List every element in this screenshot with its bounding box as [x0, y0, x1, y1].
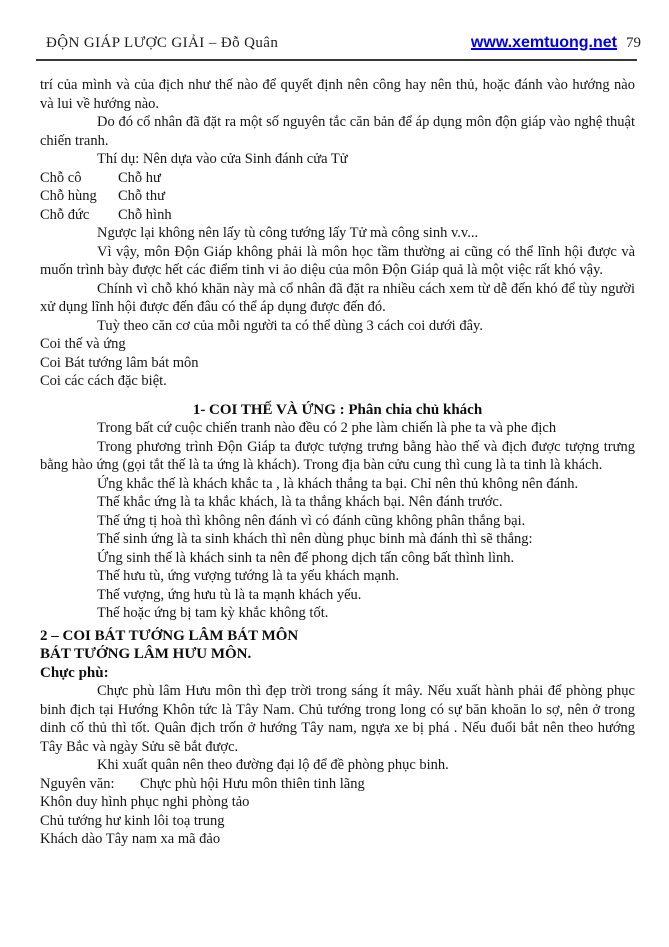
pair-right-cell: Chỗ hư	[118, 169, 161, 186]
paragraph-principles: Do đó cổ nhân đã đặt ra một số nguyên tắc căn bản để áp dụng môn độn giáp vào nghệ thuật chiến tranh.	[40, 114, 635, 149]
pair-right-cell: Chỗ hình	[118, 206, 172, 223]
rule-line: Thế ứng tị hoà thì không nên đánh vì có đánh cũng không phân thắng bại.	[97, 512, 526, 529]
pair-row	[40, 206, 635, 225]
method-item: Coi thế và ứng	[40, 336, 126, 352]
section2-heading-line1: 2 – COI BÁT TƯỚNG LÂM BÁT MÔN	[40, 627, 299, 644]
document-body	[0, 61, 669, 849]
rule-line: Ứng khắc thế là khách khắc ta , là khách thắng ta bại. Chỉ nên thủ không nên đánh.	[97, 475, 579, 492]
pair-row	[40, 187, 635, 206]
nguyen-van-label: Nguyên văn:	[40, 775, 115, 792]
header-right-group	[471, 34, 641, 52]
paragraph-ancients: Chính vì chỗ khó khăn này mà cổ nhân đã đặt ra nhiều cách xem từ dễ đến khó để tùy người xử dụng lĩnh hội được đến đâu có thể áp dụng được đến đó.	[40, 280, 635, 315]
section2-paragraph-1: Chực phù lâm Hưu môn thì đẹp trời trong sáng ít mây. Nếu xuất hành phải để phòng phục binh địch tại Hướng Khôn tức là Tây Nam. Chủ tướng trong long có sự băn khoăn lo sợ, nên ở trong dinh cố thủ thì tốt. Quân địch trốn ở hướng Tây nam, ngựa xe bị phá . Nếu đuổi bắt nên theo hướng Tây Bắc và ngày Sửu sẽ bắt được.	[40, 683, 635, 755]
paragraph-difficulty: Vì vậy, môn Độn Giáp không phải là môn học tầm thường ai cũng có thể lĩnh hội được và muốn trình bày được hết các điểm tinh vi ảo diệu của môn Độn Giáp quả là một việc rất khó vậy.	[40, 243, 635, 278]
pair-left-cell: Chỗ đức	[40, 206, 90, 223]
paragraph-continuation: trí của mình và của địch như thế nào để quyết định nên công hay nên thủ, hoặc đánh vào hướng nào và lui về hướng nào.	[40, 77, 635, 112]
poem-line: Chủ tướng hư kinh lôi toạ trung	[40, 812, 225, 829]
poem-line: Khách dào Tây nam xa mã đảo	[40, 831, 221, 847]
nguyen-van-row	[40, 775, 635, 794]
rule-line: Ứng sinh thế là khách sinh ta nên để phong dịch tấn công bất thình lình.	[97, 549, 515, 566]
rule-line: Thế hoặc ứng bị tam kỳ khắc không tốt.	[97, 605, 329, 621]
rule-line: Thế sinh ứng là ta sinh khách thì nên dùng phục binh mà đánh thì sẽ thắng:	[97, 531, 533, 547]
pair-right-cell: Chỗ thư	[118, 188, 165, 204]
website-link[interactable]: www.xemtuong.net	[470, 34, 617, 51]
paragraph-reverse-note: Ngược lại không nên lấy tù công tướng lấy Tử mà công sinh v.v...	[97, 225, 479, 241]
page-header	[0, 0, 669, 52]
page-number: 79	[626, 35, 641, 51]
section2-heading-line2: BÁT TƯỚNG LÂM HƯU MÔN.	[40, 646, 252, 662]
section1-paragraph-1: Trong bất cứ cuộc chiến tranh nào đều có 2 phe làm chiến là phe ta và phe địch	[97, 420, 557, 436]
rule-line: Thế khắc ứng là ta khắc khách, là ta thắng khách bại. Nên đánh trước.	[97, 494, 503, 510]
pair-left-cell: Chỗ cô	[40, 169, 82, 186]
method-item: Coi các cách đặc biệt.	[40, 373, 167, 389]
document-title: ĐỘN GIÁP LƯỢC GIẢI – Đỗ Quân	[46, 35, 279, 51]
poem-line: Khôn duy hình phục nghi phòng tảo	[40, 794, 250, 810]
pair-left-cell: Chỗ hùng	[40, 188, 97, 204]
poem-line-first: Chực phù hội Hưu môn thiên tinh lãng	[140, 775, 365, 792]
pair-row	[40, 169, 635, 188]
rule-line: Thế vượng, ứng hưu tù là ta mạnh khách yếu.	[97, 586, 362, 603]
rule-line: Thế hưu tù, ứng vượng tướng là ta yếu khách mạnh.	[97, 568, 400, 584]
section2-paragraph-2: Khi xuất quân nên theo đường đại lộ để đề phòng phục binh.	[97, 757, 449, 773]
section1-paragraph-2: Trong phương trình Độn Giáp ta được tượng trưng bằng hào thế và địch được tượng trưng bằng hào ứng (gọi tắt thế là ta ứng là khách). Trong địa bàn cửu cung thì cung là ta tinh là khách.	[40, 438, 635, 473]
section1-heading: 1- COI THẾ VÀ ỨNG : Phân chia chủ khách	[192, 401, 483, 418]
section2-subheading: Chực phù:	[40, 664, 109, 681]
paragraph-methods-intro: Tuỳ theo căn cơ của mỗi người ta có thể dùng 3 cách coi dưới đây.	[97, 317, 483, 334]
paragraph-example-intro: Thí dụ: Nên dựa vào cửa Sinh đánh cửa Tử	[97, 151, 348, 167]
method-item: Coi Bát tướng lâm bát môn	[40, 354, 199, 371]
